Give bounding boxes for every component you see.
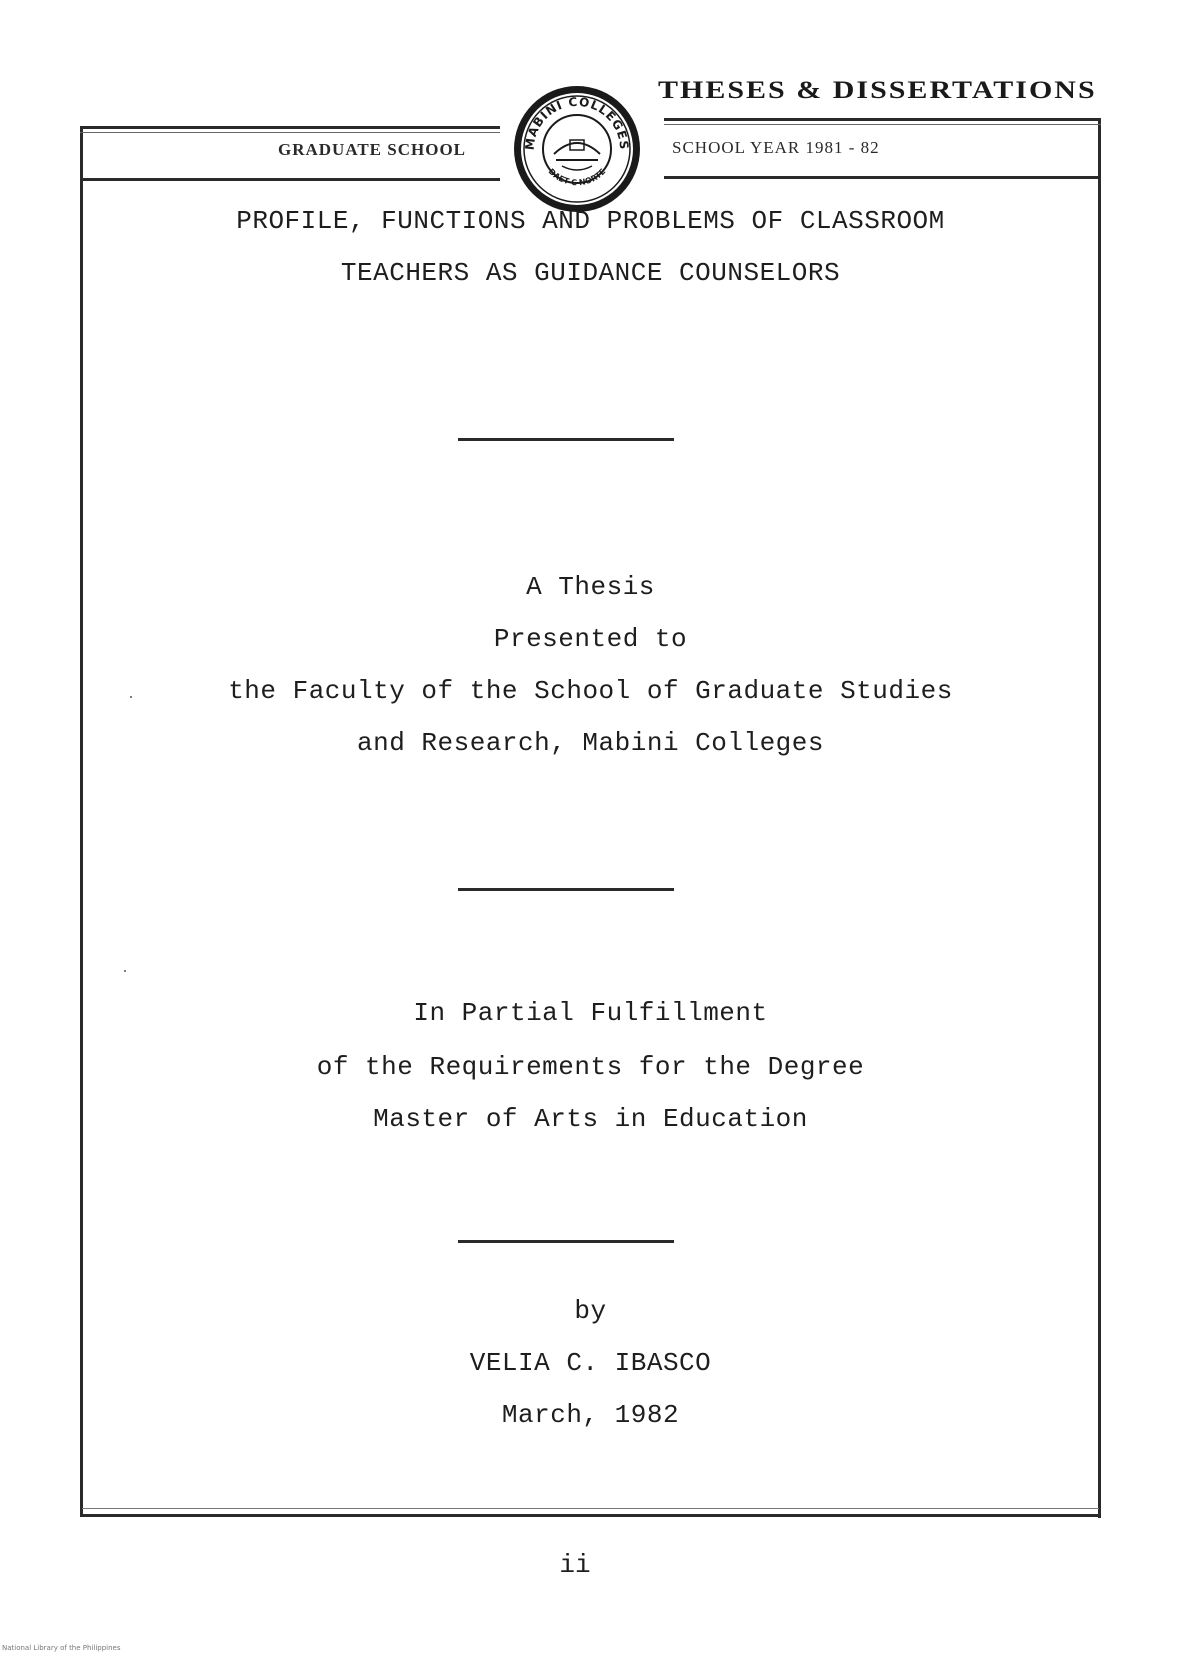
divider-2 (458, 888, 674, 891)
seal-top-text: MABINI COLLEGES (522, 94, 632, 151)
requirements-line: of the Requirements for the Degree (316, 1052, 865, 1082)
thesis-title-line-2: TEACHERS AS GUIDANCE COUNSELORS (340, 258, 841, 288)
frame-bottom-inner-rule (82, 1508, 1099, 1509)
degree-line: Master of Arts in Education (373, 1104, 808, 1134)
by-label: by (574, 1296, 607, 1326)
institution-line: and Research, Mabini Colleges (357, 728, 824, 758)
scan-footer-note: National Library of the Philippines (2, 1644, 121, 1652)
header-rule-left-top (80, 126, 500, 129)
college-seal-icon (512, 84, 642, 214)
thesis-title-line-1: PROFILE, FUNCTIONS AND PROBLEMS OF CLASSROOM (236, 206, 945, 236)
divider-1 (458, 438, 674, 441)
faculty-line: the Faculty of the School of Graduate Studies (228, 676, 953, 706)
author-name: VELIA C. IBASCO (469, 1348, 712, 1378)
page-number: ii (559, 1550, 591, 1580)
divider-3 (458, 1240, 674, 1243)
presented-to-label: Presented to (493, 624, 688, 654)
thesis-label: A Thesis (526, 572, 655, 602)
header-rule-left-top-thin (80, 132, 500, 133)
submission-date: March, 1982 (501, 1400, 680, 1430)
header-rule-right-top-thin (664, 124, 1101, 125)
partial-fulfillment-line: In Partial Fulfillment (413, 998, 768, 1028)
header-rule-right-bottom (664, 176, 1101, 179)
scan-speck (124, 970, 126, 972)
school-year-label: SCHOOL YEAR 1981 - 82 (672, 138, 880, 157)
scan-speck (130, 696, 132, 698)
theses-dissertations-stamp: THESES & DISSERTATIONS (658, 76, 1097, 105)
header-rule-left-bottom (80, 178, 500, 181)
graduate-school-label: GRADUATE SCHOOL (278, 140, 467, 159)
seal-bottom-text: DAET C NORTE (546, 166, 608, 188)
header-rule-right-top (664, 118, 1101, 121)
frame-bottom-border (80, 1514, 1101, 1517)
